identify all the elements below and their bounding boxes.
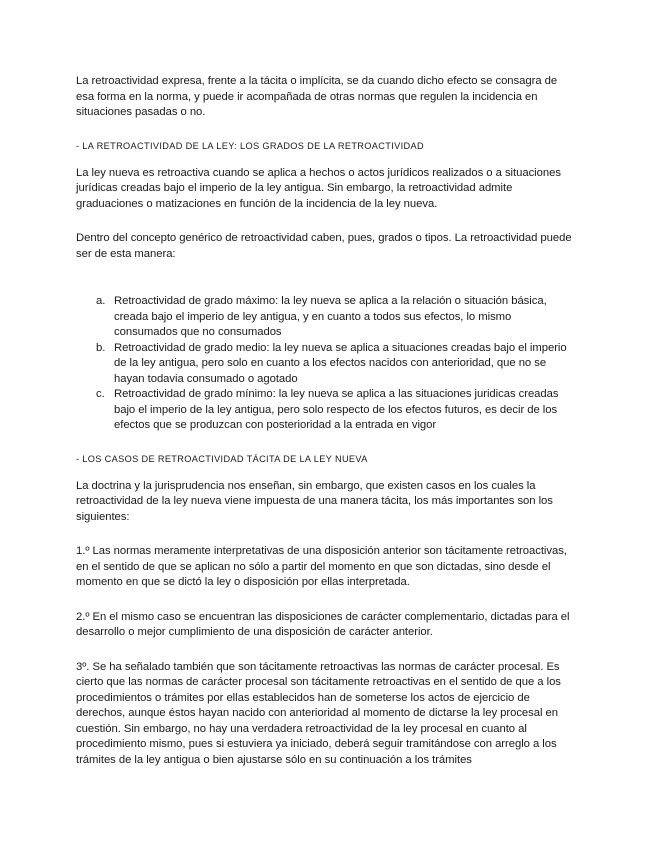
list-marker: c. (96, 388, 105, 400)
section-heading-grados: - LA RETROACTIVIDAD DE LA LEY: LOS GRADOS DE LA RETROACTIVIDAD (76, 140, 424, 151)
section-heading-casos: - LOS CASOS DE RETROACTIVIDAD TÁCITA DE LA LEY NUEVA (76, 453, 368, 464)
section1-paragraph-2: Dentro del concepto genérico de retroactividad caben, pues, grados o tipos. La retroactividad puede ser de esta manera: (76, 232, 572, 260)
case-paragraph-1: 1.º Las normas meramente interpretativas de una disposición anterior son tácitamente retroactivas, en el sentido de que se aplican no sólo a partir del momento en que son dictadas, sino desde el momento en que se dictó la ley o disposición por ellas interpretada. (76, 545, 567, 588)
list-marker: b. (96, 341, 106, 354)
list-item (76, 387, 576, 434)
list-marker: a. (96, 295, 106, 307)
list-item-text: Retroactividad de grado máximo: la ley nueva se aplica a la relación o situación básica, creada bajo el imperio de ley antigua, y en cuanto a todos sus efectos, lo mismo consumados que no consumados (114, 295, 547, 338)
list-item (76, 341, 576, 388)
section1-paragraph-1: La ley nueva es retroactiva cuando se aplica a hechos o actos jurídicos realizados o a situaciones jurídicas creadas bajo el imperio de la ley antigua. Sin embargo, la retroactividad admite graduaciones o matizaciones en función de la incidencia de la ley nueva. (76, 166, 561, 210)
document-page (76, 74, 576, 768)
grades-list (76, 294, 576, 434)
list-item-text: Retroactividad de grado mínimo: la ley nueva se aplica a las situaciones juridicas creadas bajo el imperio de la ley antigua, pero solo respecto de los efectos futuros, es decir de los efectos que se produzcan con posterioridad a la entrada en vigor (114, 388, 559, 431)
list-item (76, 294, 576, 341)
case-paragraph-3: 3º. Se ha señalado también que son tácitamente retroactivas las normas de carácter procesal. Es cierto que las normas de carácter procesal son tácitamente retroactivas en el sentido de que a los procedimientos o trámites por ellas establecidos han de someterse los actos de ejercicio de derechos, aunque éstos hayan nacido con anterioridad al momento de dictarse la ley procesal en cuestión. Sin embargo, no hay una verdadera retroactividad de la ley procesal en cuanto al procedimiento mismo, pues si estuviera ya iniciado, deberá seguir tramitándose con arreglo a los trámites de la ley antigua o bien ajustarse sólo en su continuación a los trámites (76, 660, 561, 766)
case-paragraph-2: 2.º En el mismo caso se encuentran las disposiciones de carácter complementario, dictadas para el desarrollo o mejor cumplimiento de una disposición de carácter anterior. (76, 610, 570, 638)
intro-paragraph: La retroactividad expresa, frente a la tácita o implícita, se da cuando dicho efecto se consagra de esa forma en la norma, y puede ir acompañada de otras normas que regulen la incidencia en situaciones pasadas o no. (76, 75, 558, 118)
section2-paragraph-1: La doctrina y la jurisprudencia nos enseñan, sin embargo, que existen casos en los cuales la retroactividad de la ley nueva viene impuesta de una manera tácita, los más importantes son los siguientes: (76, 479, 553, 523)
list-item-text: Retroactividad de grado medio: la ley nueva se aplica a situaciones creadas bajo el imperio de la ley antigua, pero solo en cuanto a los efectos nacidos con anterioridad, que no se hayan todavia consumado o agotado (114, 341, 567, 385)
